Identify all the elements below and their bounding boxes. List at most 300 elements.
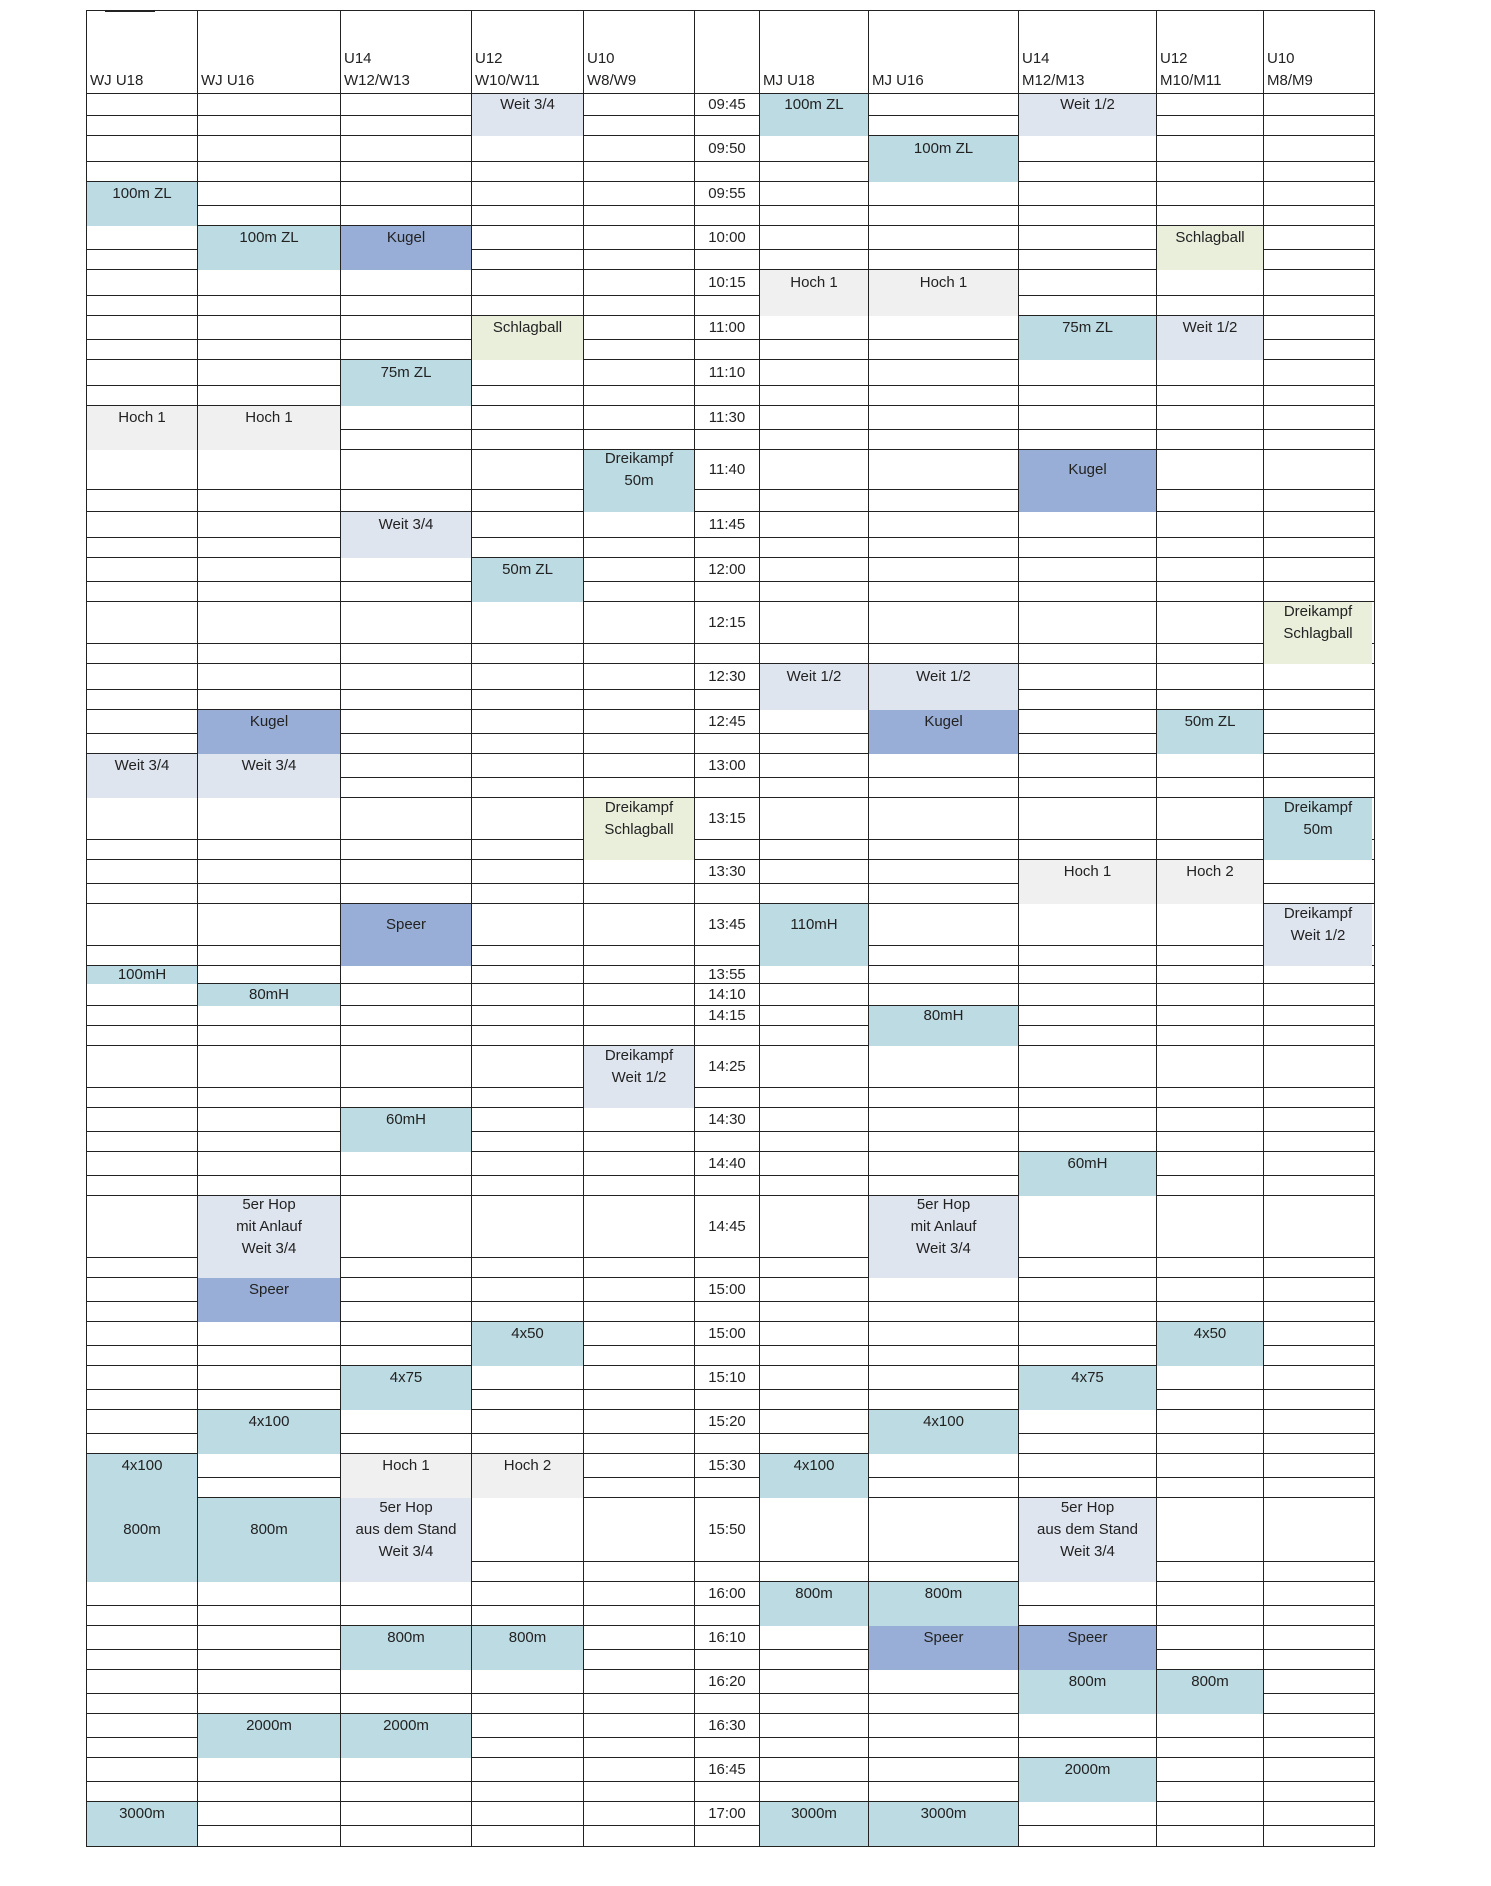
schedule-row — [87, 136, 1374, 162]
empty-cell — [869, 1088, 1019, 1108]
time-cell: 09:55 — [695, 182, 760, 206]
empty-cell — [584, 582, 695, 602]
empty-cell — [584, 860, 695, 884]
empty-cell — [760, 430, 869, 450]
empty-cell — [472, 1738, 584, 1758]
empty-cell — [1264, 1826, 1372, 1846]
time-cell: 10:15 — [695, 270, 760, 296]
empty-cell — [1019, 1346, 1157, 1366]
empty-cell — [1157, 778, 1264, 798]
schedule-row — [87, 664, 1374, 690]
event-tail-cell — [760, 690, 869, 710]
event-tail-cell — [198, 734, 341, 754]
empty-cell — [198, 644, 341, 664]
empty-cell — [1019, 966, 1157, 984]
event-cell: Kugel — [869, 710, 1019, 734]
empty-cell — [584, 1650, 695, 1670]
event-tail-cell — [584, 1088, 695, 1108]
empty-cell — [584, 1738, 695, 1758]
empty-cell — [1019, 250, 1157, 270]
empty-cell — [472, 360, 584, 386]
empty-cell — [87, 250, 198, 270]
empty-cell — [341, 116, 472, 136]
empty-cell — [472, 1802, 584, 1826]
event-tail-cell — [472, 340, 584, 360]
empty-cell — [1019, 136, 1157, 162]
event-cell: Weit 1/2 — [1157, 316, 1264, 340]
empty-cell — [87, 1626, 198, 1650]
empty-cell — [341, 206, 472, 226]
empty-cell — [198, 664, 341, 690]
empty-cell — [472, 406, 584, 430]
empty-cell — [341, 490, 472, 512]
schedule-row-tail — [87, 1302, 1374, 1322]
time-column-header — [695, 11, 760, 94]
column-header: MJ U18 — [760, 11, 869, 94]
empty-cell — [760, 1322, 869, 1346]
event-tail-cell — [472, 1346, 584, 1366]
empty-cell — [1264, 1258, 1372, 1278]
empty-cell — [1157, 1366, 1264, 1390]
empty-cell — [584, 1346, 695, 1366]
event-tail-cell — [1157, 1694, 1264, 1714]
empty-cell — [341, 1088, 472, 1108]
schedule-row — [87, 182, 1374, 206]
empty-cell — [198, 1582, 341, 1606]
empty-cell — [87, 1410, 198, 1434]
empty-cell — [760, 840, 869, 860]
empty-cell — [1019, 162, 1157, 182]
empty-cell — [760, 1006, 869, 1026]
empty-cell — [1157, 840, 1264, 860]
empty-cell — [1157, 1152, 1264, 1176]
event-cell: Dreikampf 50m — [1264, 798, 1372, 840]
event-tail-cell — [760, 946, 869, 966]
schedule-row-tail — [87, 250, 1374, 270]
event-cell: Dreikampf 50m — [584, 450, 695, 490]
empty-cell — [341, 1410, 472, 1434]
event-tail-cell — [87, 430, 198, 450]
event-cell: Hoch 1 — [869, 270, 1019, 296]
empty-cell — [1264, 430, 1372, 450]
schedule-row — [87, 602, 1374, 644]
empty-cell — [1019, 1606, 1157, 1626]
empty-cell — [341, 966, 472, 984]
empty-cell — [341, 644, 472, 664]
event-cell: 50m ZL — [472, 558, 584, 582]
empty-cell — [1157, 450, 1264, 490]
empty-cell — [341, 1826, 472, 1846]
empty-cell — [695, 1088, 760, 1108]
empty-cell — [198, 450, 341, 490]
event-cell: 2000m — [341, 1714, 472, 1738]
empty-cell — [1264, 1322, 1372, 1346]
empty-cell — [1264, 1562, 1372, 1582]
empty-cell — [1157, 1802, 1264, 1826]
empty-cell — [760, 1108, 869, 1132]
time-cell: 16:45 — [695, 1758, 760, 1782]
schedule-row-tail — [87, 162, 1374, 182]
empty-cell — [584, 1390, 695, 1410]
event-tail-cell — [760, 116, 869, 136]
event-tail-cell — [198, 250, 341, 270]
schedule-row-tail — [87, 1390, 1374, 1410]
empty-cell — [341, 1302, 472, 1322]
empty-cell — [198, 206, 341, 226]
empty-cell — [584, 136, 695, 162]
event-cell: 4x75 — [1019, 1366, 1157, 1390]
empty-cell — [472, 664, 584, 690]
empty-cell — [87, 1782, 198, 1802]
empty-cell — [1264, 538, 1372, 558]
event-cell: 4x100 — [760, 1454, 869, 1478]
empty-cell — [1019, 710, 1157, 734]
empty-cell — [472, 1782, 584, 1802]
empty-cell — [472, 1046, 584, 1088]
column-header: U10 W8/W9 — [584, 11, 695, 94]
empty-cell — [1019, 664, 1157, 690]
empty-cell — [760, 226, 869, 250]
event-tail-cell — [869, 1826, 1019, 1846]
empty-cell — [472, 840, 584, 860]
event-cell: Weit 3/4 — [87, 754, 198, 778]
empty-cell — [584, 406, 695, 430]
empty-cell — [472, 1410, 584, 1434]
empty-cell — [472, 1390, 584, 1410]
schedule-row-tail — [87, 840, 1374, 860]
schedule-row — [87, 1498, 1374, 1562]
empty-cell — [1019, 1434, 1157, 1454]
empty-cell — [1019, 206, 1157, 226]
empty-cell — [87, 226, 198, 250]
empty-cell — [1019, 1410, 1157, 1434]
empty-cell — [1264, 1606, 1372, 1626]
event-cell: 110mH — [760, 904, 869, 946]
empty-cell — [1019, 1826, 1157, 1846]
schedule-row-tail — [87, 1132, 1374, 1152]
empty-cell — [584, 966, 695, 984]
empty-cell — [584, 1826, 695, 1846]
empty-cell — [1264, 1088, 1372, 1108]
empty-cell — [760, 1782, 869, 1802]
empty-cell — [584, 1302, 695, 1322]
empty-cell — [198, 94, 341, 116]
empty-cell — [198, 1758, 341, 1782]
schedule-row-tail — [87, 884, 1374, 904]
schedule-row-tail — [87, 430, 1374, 450]
empty-cell — [1264, 1108, 1372, 1132]
event-tail-cell — [1264, 644, 1372, 664]
event-tail-cell — [1019, 1650, 1157, 1670]
empty-cell — [1157, 602, 1264, 644]
empty-cell — [869, 860, 1019, 884]
event-tail-cell — [198, 778, 341, 798]
schedule-row-tail — [87, 490, 1374, 512]
empty-cell — [1019, 1454, 1157, 1478]
empty-cell — [695, 1390, 760, 1410]
empty-cell — [198, 162, 341, 182]
empty-cell — [584, 1694, 695, 1714]
empty-cell — [87, 1302, 198, 1322]
event-tail-cell — [341, 1132, 472, 1152]
empty-cell — [584, 690, 695, 710]
event-tail-cell — [341, 1650, 472, 1670]
empty-cell — [584, 538, 695, 558]
empty-cell — [760, 250, 869, 270]
empty-cell — [1264, 1626, 1372, 1650]
empty-cell — [1157, 1478, 1264, 1498]
empty-cell — [584, 1562, 695, 1582]
event-tail-cell — [1157, 250, 1264, 270]
empty-cell — [87, 664, 198, 690]
header-row — [87, 11, 1374, 94]
empty-cell — [1264, 162, 1372, 182]
empty-cell — [1157, 664, 1264, 690]
column-header: WJ U16 — [198, 11, 341, 94]
empty-cell — [87, 710, 198, 734]
event-cell: Hoch 2 — [1157, 860, 1264, 884]
empty-cell — [1157, 206, 1264, 226]
empty-cell — [760, 754, 869, 778]
empty-cell — [584, 734, 695, 754]
empty-cell — [1019, 538, 1157, 558]
empty-cell — [584, 270, 695, 296]
schedule-row — [87, 450, 1374, 490]
schedule-row — [87, 1046, 1374, 1088]
event-tail-cell — [341, 1478, 472, 1498]
time-cell: 11:40 — [695, 450, 760, 490]
empty-cell — [760, 984, 869, 1006]
event-tail-cell — [584, 490, 695, 512]
empty-cell — [87, 1046, 198, 1088]
empty-cell — [341, 430, 472, 450]
empty-cell — [341, 860, 472, 884]
empty-cell — [198, 316, 341, 340]
empty-cell — [1157, 430, 1264, 450]
empty-cell — [472, 1670, 584, 1694]
schedule-row — [87, 360, 1374, 386]
empty-cell — [198, 1026, 341, 1046]
empty-cell — [584, 904, 695, 946]
empty-cell — [760, 798, 869, 840]
empty-cell — [87, 558, 198, 582]
empty-cell — [584, 1108, 695, 1132]
empty-cell — [87, 116, 198, 136]
empty-cell — [869, 558, 1019, 582]
empty-cell — [760, 1132, 869, 1152]
empty-cell — [1264, 1026, 1372, 1046]
empty-cell — [584, 316, 695, 340]
empty-cell — [87, 316, 198, 340]
empty-cell — [695, 116, 760, 136]
empty-cell — [1157, 558, 1264, 582]
empty-cell — [869, 490, 1019, 512]
empty-cell — [584, 644, 695, 664]
event-tail-cell — [1019, 884, 1157, 904]
event-tail-cell — [869, 1650, 1019, 1670]
event-cell: 800m — [1019, 1670, 1157, 1694]
schedule-row-tail — [87, 1738, 1374, 1758]
time-cell: 16:20 — [695, 1670, 760, 1694]
empty-cell — [695, 778, 760, 798]
empty-cell — [869, 984, 1019, 1006]
empty-cell — [584, 162, 695, 182]
empty-cell — [87, 490, 198, 512]
empty-cell — [584, 1366, 695, 1390]
empty-cell — [198, 116, 341, 136]
empty-cell — [869, 1366, 1019, 1390]
empty-cell — [472, 1258, 584, 1278]
empty-cell — [1264, 1132, 1372, 1152]
schedule-grid — [86, 10, 1375, 1847]
event-cell: 800m — [198, 1498, 341, 1562]
event-cell: 800m — [341, 1626, 472, 1650]
empty-cell — [198, 136, 341, 162]
empty-cell — [341, 664, 472, 690]
empty-cell — [584, 1410, 695, 1434]
empty-cell — [869, 1714, 1019, 1738]
empty-cell — [1157, 136, 1264, 162]
empty-cell — [1264, 860, 1372, 884]
empty-cell — [695, 162, 760, 182]
empty-cell — [198, 1478, 341, 1498]
schedule-row-tail — [87, 734, 1374, 754]
empty-cell — [760, 966, 869, 984]
empty-cell — [1019, 734, 1157, 754]
empty-cell — [87, 1650, 198, 1670]
empty-cell — [1264, 226, 1372, 250]
empty-cell — [1264, 1782, 1372, 1802]
empty-cell — [1157, 1434, 1264, 1454]
empty-cell — [198, 182, 341, 206]
empty-cell — [87, 1026, 198, 1046]
empty-cell — [341, 1006, 472, 1026]
empty-cell — [869, 904, 1019, 946]
empty-cell — [584, 1322, 695, 1346]
empty-cell — [695, 490, 760, 512]
empty-cell — [1157, 296, 1264, 316]
event-tail-cell — [341, 1390, 472, 1410]
event-cell: 800m — [869, 1582, 1019, 1606]
empty-cell — [87, 296, 198, 316]
empty-cell — [87, 602, 198, 644]
schedule-row-tail — [87, 116, 1374, 136]
empty-cell — [1264, 116, 1372, 136]
schedule-row-tail — [87, 1826, 1374, 1846]
empty-cell — [760, 1434, 869, 1454]
empty-cell — [584, 1782, 695, 1802]
event-cell: Speer — [1019, 1626, 1157, 1650]
empty-cell — [341, 340, 472, 360]
empty-cell — [1157, 512, 1264, 538]
empty-cell — [584, 1196, 695, 1258]
event-tail-cell — [87, 1478, 198, 1498]
empty-cell — [198, 1366, 341, 1390]
event-cell: Hoch 1 — [87, 406, 198, 430]
empty-cell — [695, 1258, 760, 1278]
empty-cell — [869, 182, 1019, 206]
event-cell: 3000m — [760, 1802, 869, 1826]
empty-cell — [341, 270, 472, 296]
empty-cell — [760, 512, 869, 538]
empty-cell — [472, 182, 584, 206]
empty-cell — [341, 1346, 472, 1366]
empty-cell — [584, 1454, 695, 1478]
empty-cell — [87, 450, 198, 490]
empty-cell — [1157, 582, 1264, 602]
empty-cell — [87, 1606, 198, 1626]
schedule-row-tail — [87, 206, 1374, 226]
empty-cell — [1264, 1302, 1372, 1322]
empty-cell — [87, 1132, 198, 1152]
empty-cell — [87, 1196, 198, 1258]
event-tail-cell — [198, 1562, 341, 1582]
empty-cell — [760, 386, 869, 406]
schedule-row — [87, 1152, 1374, 1176]
empty-cell — [760, 182, 869, 206]
empty-cell — [760, 1670, 869, 1694]
time-cell: 17:00 — [695, 1802, 760, 1826]
event-cell: Weit 1/2 — [760, 664, 869, 690]
empty-cell — [584, 1626, 695, 1650]
empty-cell — [695, 734, 760, 754]
empty-cell — [1264, 360, 1372, 386]
empty-cell — [87, 1758, 198, 1782]
empty-cell — [1157, 1278, 1264, 1302]
empty-cell — [1157, 538, 1264, 558]
event-tail-cell — [472, 116, 584, 136]
empty-cell — [198, 340, 341, 360]
schedule-row — [87, 558, 1374, 582]
schedule-row — [87, 270, 1374, 296]
empty-cell — [198, 966, 341, 984]
empty-cell — [198, 1670, 341, 1694]
empty-cell — [1157, 1650, 1264, 1670]
empty-cell — [695, 1176, 760, 1196]
empty-cell — [87, 1434, 198, 1454]
event-tail-cell — [584, 840, 695, 860]
empty-cell — [1264, 1434, 1372, 1454]
empty-cell — [695, 538, 760, 558]
column-header: WJ U18 — [87, 11, 198, 94]
empty-cell — [1157, 1088, 1264, 1108]
empty-cell — [584, 360, 695, 386]
empty-cell — [1157, 116, 1264, 136]
schedule-row — [87, 1714, 1374, 1738]
schedule-row-tail — [87, 946, 1374, 966]
empty-cell — [584, 1006, 695, 1026]
time-cell: 11:45 — [695, 512, 760, 538]
empty-cell — [1264, 1006, 1372, 1026]
empty-cell — [869, 94, 1019, 116]
empty-cell — [869, 798, 1019, 840]
empty-cell — [198, 1046, 341, 1088]
time-cell: 14:15 — [695, 1006, 760, 1026]
empty-cell — [87, 340, 198, 360]
time-cell: 13:15 — [695, 798, 760, 840]
event-cell: Dreikampf Schlagball — [1264, 602, 1372, 644]
empty-cell — [1019, 1714, 1157, 1738]
empty-cell — [472, 1562, 584, 1582]
empty-cell — [472, 710, 584, 734]
empty-cell — [87, 136, 198, 162]
empty-cell — [87, 1366, 198, 1390]
empty-cell — [760, 1390, 869, 1410]
empty-cell — [87, 904, 198, 946]
empty-cell — [1264, 270, 1372, 296]
event-cell: 5er Hop mit Anlauf Weit 3/4 — [198, 1196, 341, 1258]
empty-cell — [341, 162, 472, 182]
